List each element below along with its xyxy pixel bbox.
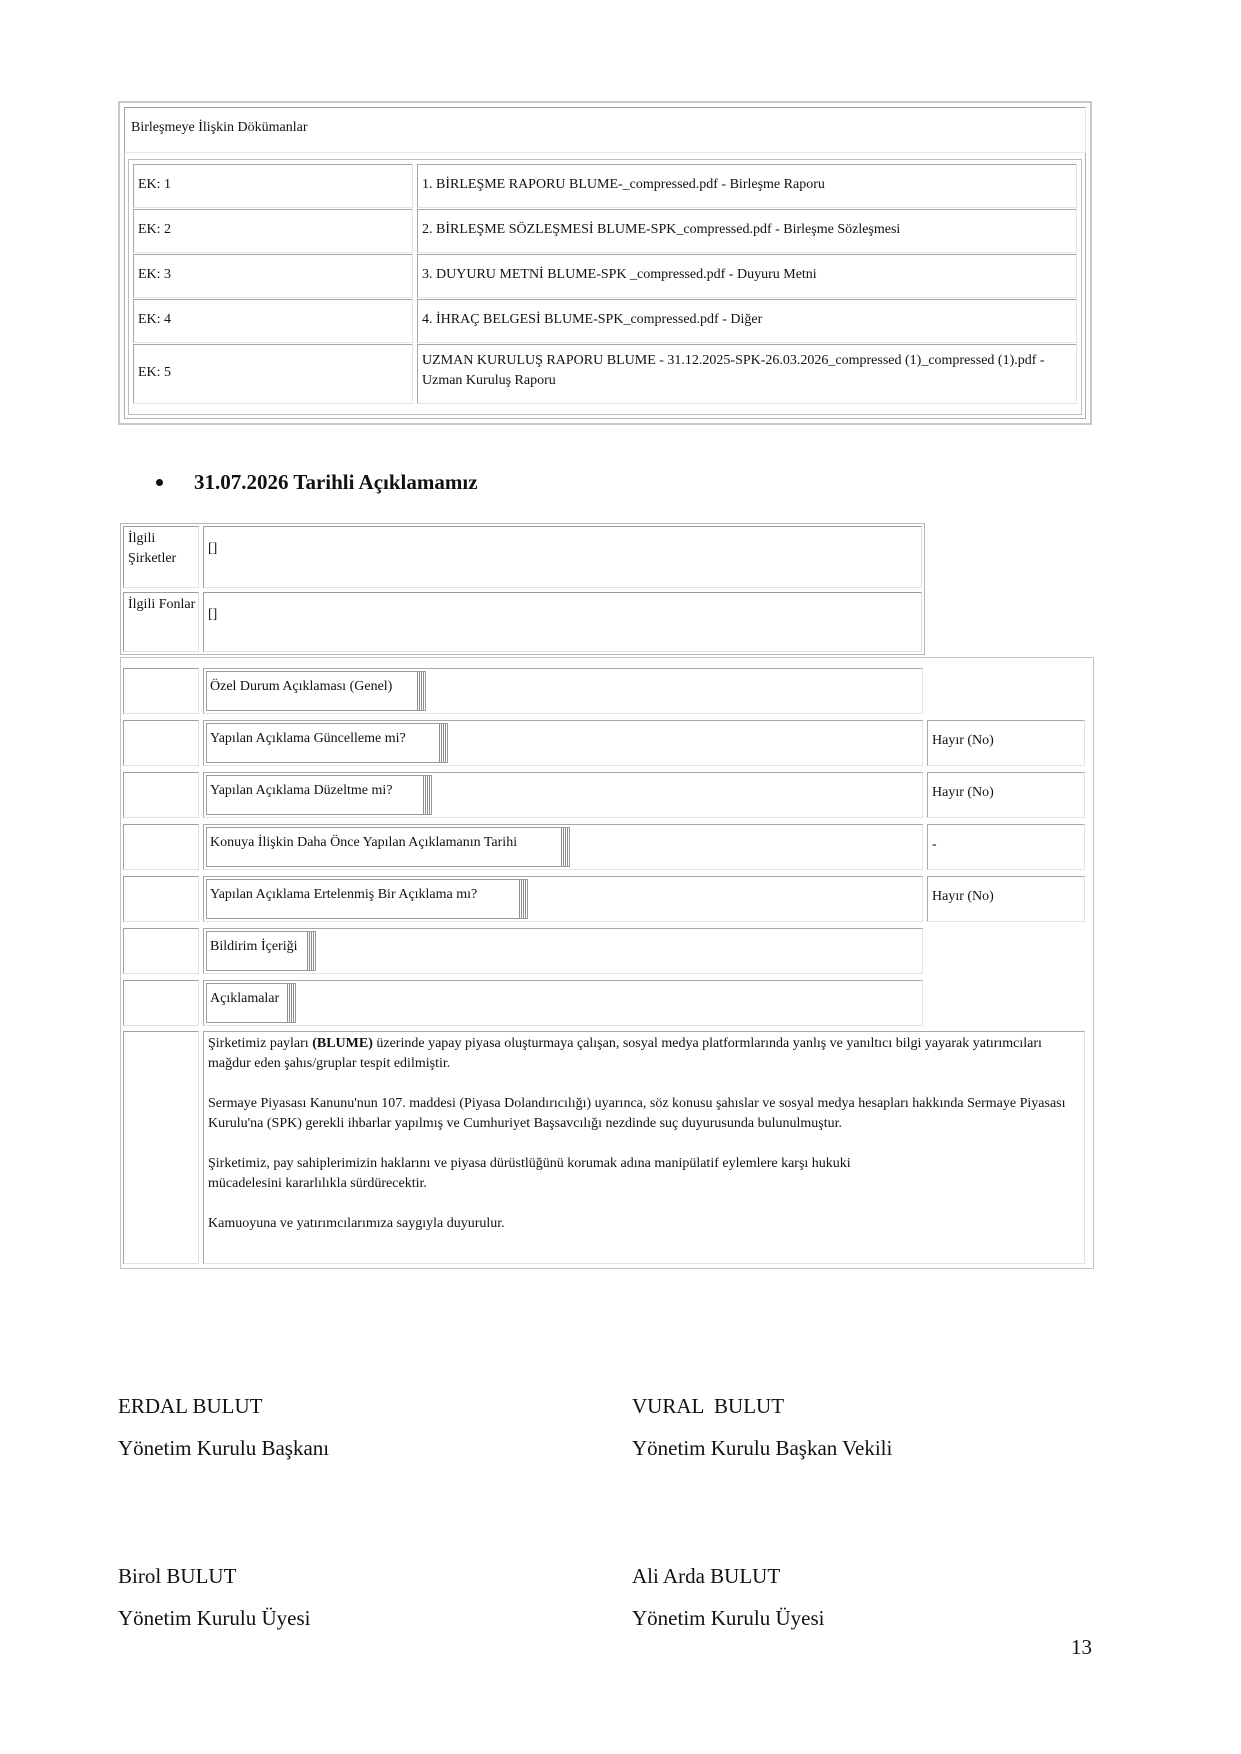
row-spacer-cell xyxy=(123,928,199,974)
signature-title: Yönetim Kurulu Başkan Vekili xyxy=(632,1436,893,1460)
box-edge-decoration xyxy=(561,827,570,867)
attachment-file-link[interactable]: 2. BİRLEŞME SÖZLEŞMESİ BLUME-SPK_compressed.pdf - Birleşme Sözleşmesi xyxy=(422,222,901,237)
answer-cell xyxy=(927,824,1085,870)
question-box xyxy=(206,879,520,919)
attachment-file-link[interactable]: 1. BİRLEŞME RAPORU BLUME-_compressed.pdf - Birleşme Raporu xyxy=(422,177,825,192)
related-funds-value-cell xyxy=(203,592,922,652)
attachments-header xyxy=(124,107,1086,153)
attachment-row xyxy=(133,209,1077,253)
body-paragraph xyxy=(208,1034,1080,1074)
attachment-row xyxy=(133,164,1077,208)
attachment-label: EK: 2 xyxy=(138,222,172,237)
content-label-box xyxy=(206,931,308,971)
question-cell xyxy=(203,772,923,818)
content-label-cell xyxy=(203,928,923,974)
attachment-label: EK: 4 xyxy=(138,312,172,327)
attachment-file-link[interactable]: 3. DUYURU METNİ BLUME-SPK _compressed.pdf - Duyuru Metni xyxy=(422,267,817,282)
attachment-label-cell xyxy=(133,209,413,253)
related-table xyxy=(120,523,925,655)
question-cell xyxy=(203,876,923,922)
content-label: Bildirim İçeriği xyxy=(210,939,298,954)
row-spacer-cell xyxy=(123,772,199,818)
question-label: Konuya İlişkin Daha Önce Yapılan Açıklamanın Tarihi xyxy=(210,835,518,850)
box-edge-decoration xyxy=(307,931,316,971)
attachment-label-cell xyxy=(133,344,413,404)
box-edge-decoration xyxy=(287,983,296,1023)
box-edge-decoration xyxy=(519,879,528,919)
attachment-file-cell[interactable] xyxy=(417,344,1077,404)
attachments-title: Birleşmeye İlişkin Dökümanlar xyxy=(131,120,308,135)
disclosure-type-cell xyxy=(203,668,923,714)
explanations-label: Açıklamalar xyxy=(210,991,280,1006)
box-edge-decoration xyxy=(417,671,426,711)
answer-value: Hayır (No) xyxy=(932,785,994,800)
signature-name: Ali Arda BULUT xyxy=(632,1564,781,1588)
related-companies-label-cell xyxy=(123,526,199,588)
row-spacer-cell xyxy=(123,824,199,870)
row-spacer-cell xyxy=(123,1031,199,1264)
body-paragraph: Şirketimiz, pay sahiplerimizin haklarını ve piyasa dürüstlüğünü korumak adına manipülatif eylemlere karşı hukuki mücadelesini kararlılıkla sürdürecektir. xyxy=(208,1156,851,1191)
question-label: Yapılan Açıklama Güncelleme mi? xyxy=(210,731,406,746)
attachment-file-cell[interactable] xyxy=(417,299,1077,343)
question-box xyxy=(206,775,424,815)
row-spacer-cell xyxy=(123,876,199,922)
body-paragraph: Kamuoyuna ve yatırımcılarımıza saygıyla duyurulur. xyxy=(208,1216,505,1231)
answer-cell xyxy=(927,772,1085,818)
related-funds-label: İlgili Fonlar xyxy=(128,597,196,612)
section-heading: 31.07.2026 Tarihli Açıklamamız xyxy=(194,470,478,494)
ticker-bold: (BLUME) xyxy=(312,1036,373,1051)
disclosure-table xyxy=(120,657,1094,1269)
signature-name: Birol BULUT xyxy=(118,1564,237,1588)
question-box xyxy=(206,827,562,867)
page-number: 13 xyxy=(1071,1635,1092,1659)
question-label: Yapılan Açıklama Düzeltme mi? xyxy=(210,783,393,798)
disclosure-body xyxy=(203,1031,1085,1264)
signature-name: VURAL BULUT xyxy=(632,1394,785,1418)
attachments-table xyxy=(128,159,1082,415)
attachment-file-link[interactable]: UZMAN KURULUŞ RAPORU BLUME - 31.12.2025-SPK-26.03.2026_compressed (1)_compressed (1).pdf - Uzman Kuruluş Raporu xyxy=(422,353,1045,388)
attachment-row xyxy=(133,344,1077,404)
signature-title: Yönetim Kurulu Üyesi xyxy=(118,1606,311,1630)
question-label: Yapılan Açıklama Ertelenmiş Bir Açıklama mı? xyxy=(210,887,478,902)
answer-cell xyxy=(927,876,1085,922)
signature-title: Yönetim Kurulu Başkanı xyxy=(118,1436,330,1460)
related-companies-value: [] xyxy=(208,541,218,556)
signature-name: ERDAL BULUT xyxy=(118,1394,263,1418)
body-paragraph: Sermaye Piyasası Kanunu'nun 107. maddesi (Piyasa Dolandırıcılığı) uyarınca, söz konusu şahıslar ve sosyal medya hesapları hakkında Sermaye Piyasası Kurulu'na (SPK) gerekli ihbarlar yapılmış ve Cumhuriyet Başsavcılığı nezdinde suç duyurusunda bulunulmuştur. xyxy=(208,1096,1066,1131)
bullet-point xyxy=(156,479,163,486)
attachment-label-cell xyxy=(133,299,413,343)
attachment-label: EK: 3 xyxy=(138,267,172,282)
related-companies-label: İlgili Şirketler xyxy=(128,531,177,566)
related-companies-value-cell xyxy=(203,526,922,588)
attachment-label-cell xyxy=(133,254,413,298)
disclosure-type-label: Özel Durum Açıklaması (Genel) xyxy=(210,679,393,694)
attachment-file-cell[interactable] xyxy=(417,164,1077,208)
attachment-file-cell[interactable] xyxy=(417,209,1077,253)
attachment-label-cell xyxy=(133,164,413,208)
answer-cell xyxy=(927,720,1085,766)
attachment-file-cell[interactable] xyxy=(417,254,1077,298)
related-funds-value: [] xyxy=(208,607,218,622)
attachment-file-link[interactable]: 4. İHRAÇ BELGESİ BLUME-SPK_compressed.pdf - Diğer xyxy=(422,312,763,327)
question-box xyxy=(206,723,440,763)
explanations-label-cell xyxy=(203,980,923,1026)
box-edge-decoration xyxy=(439,723,448,763)
body-text: Şirketimiz payları xyxy=(208,1036,313,1051)
attachment-row xyxy=(133,299,1077,343)
attachment-row xyxy=(133,254,1077,298)
attachment-label: EK: 1 xyxy=(138,177,172,192)
row-spacer-cell xyxy=(123,720,199,766)
question-cell xyxy=(203,720,923,766)
answer-value: - xyxy=(932,837,937,852)
signature-title: Yönetim Kurulu Üyesi xyxy=(632,1606,825,1630)
attachments-box xyxy=(118,101,1092,425)
row-spacer-cell xyxy=(123,980,199,1026)
explanations-label-box xyxy=(206,983,288,1023)
body-text: üzerinde yapay piyasa oluşturmaya çalışan, sosyal medya platformlarında yanlış ve yanıltıcı bilgi yayarak yatırımcıları mağdur eden şahıs/gruplar tespit edilmiştir. xyxy=(208,1036,1042,1071)
box-edge-decoration xyxy=(423,775,432,815)
related-funds-label-cell xyxy=(123,592,199,652)
attachment-label: EK: 5 xyxy=(138,365,172,380)
disclosure-type-box xyxy=(206,671,418,711)
answer-value: Hayır (No) xyxy=(932,733,994,748)
question-cell xyxy=(203,824,923,870)
answer-value: Hayır (No) xyxy=(932,889,994,904)
row-spacer-cell xyxy=(123,668,199,714)
